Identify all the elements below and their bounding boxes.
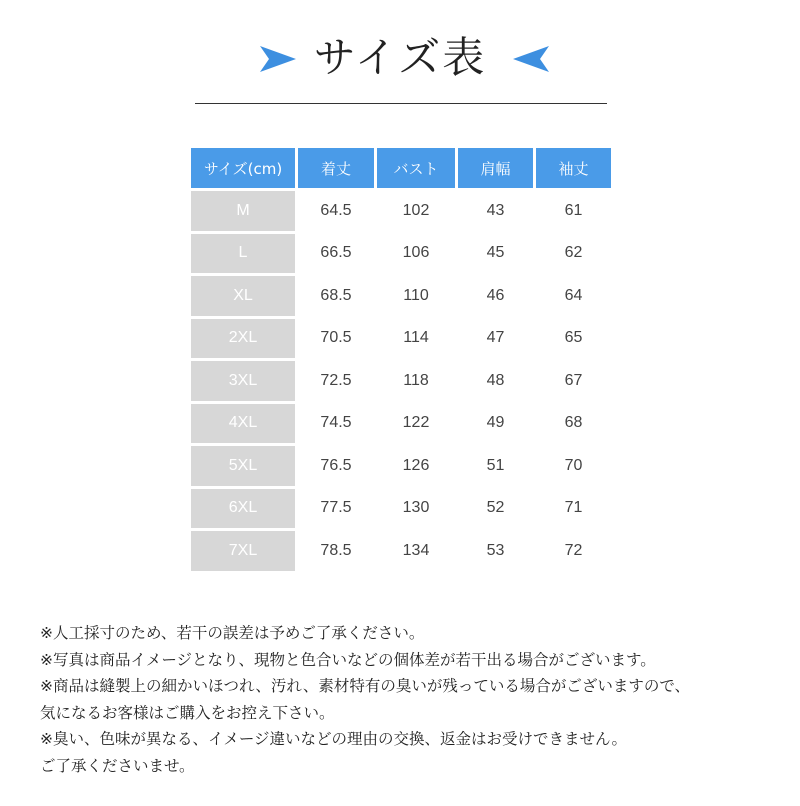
table-row	[191, 276, 611, 316]
size-cell: 5XL	[191, 446, 295, 486]
sleeve-cell: 68	[564, 414, 583, 432]
table-header-row	[191, 148, 611, 188]
sleeve-cell: 70	[564, 456, 583, 474]
sleeve-cell: 67	[564, 371, 583, 389]
length-cell: 68.5	[320, 286, 352, 304]
note-line: ※臭い、色味が異なる、イメージ違いなどの理由の交換、返金はお受けできません。	[40, 730, 627, 748]
length-cell: 70.5	[320, 329, 352, 347]
bust-cell: 114	[403, 329, 429, 347]
header-size: サイズ(cm)	[191, 148, 295, 188]
size-cell: 2XL	[191, 319, 295, 359]
shoulder-cell: 53	[486, 541, 505, 559]
shoulder-cell: 51	[486, 456, 505, 474]
sleeve-cell: 71	[564, 499, 583, 517]
header-shoulder: 肩幅	[458, 148, 533, 188]
shoulder-cell: 43	[486, 201, 505, 219]
table-row	[191, 361, 611, 401]
sleeve-cell: 64	[564, 286, 583, 304]
bust-cell: 110	[403, 286, 429, 304]
notes-section	[40, 620, 780, 779]
note-line: ※写真は商品イメージとなり、現物と色合いなどの個体差が若干出る場合がございます。	[40, 650, 656, 669]
table-row	[191, 531, 611, 571]
bust-cell: 130	[402, 499, 430, 517]
bust-cell: 102	[402, 201, 430, 219]
bust-cell: 134	[402, 541, 430, 559]
page-title: サイズ表	[313, 33, 487, 82]
bust-cell: 118	[403, 371, 429, 389]
sleeve-cell: 65	[564, 329, 583, 347]
shoulder-cell: 45	[486, 244, 505, 262]
header-sleeve: 袖丈	[536, 148, 611, 188]
bust-cell: 122	[402, 414, 430, 432]
bust-cell: 106	[402, 244, 430, 262]
note-line: ※人工採寸のため、若干の誤差は予めご了承ください。	[40, 624, 425, 642]
header-bust: バスト	[377, 148, 455, 188]
table-row	[191, 234, 611, 274]
shoulder-cell: 47	[486, 329, 505, 347]
table-row	[191, 319, 611, 359]
length-cell: 78.5	[320, 541, 352, 559]
length-cell: 66.5	[320, 244, 352, 262]
size-cell: 4XL	[191, 404, 295, 444]
shoulder-cell: 46	[486, 286, 505, 304]
size-cell: L	[191, 234, 295, 274]
size-cell: XL	[191, 276, 295, 316]
shoulder-cell: 48	[486, 371, 505, 389]
length-cell: 76.5	[320, 456, 352, 474]
bust-cell: 126	[402, 456, 430, 474]
title-area	[0, 30, 800, 90]
header-length: 着丈	[298, 148, 374, 188]
table-row	[191, 404, 611, 444]
chevron-right-icon	[258, 44, 298, 74]
size-table	[188, 145, 614, 574]
table-row	[191, 191, 611, 231]
shoulder-cell: 52	[486, 499, 505, 517]
sleeve-cell: 62	[564, 244, 583, 262]
sleeve-cell: 61	[564, 201, 583, 219]
note-line: ご了承くださいませ。	[40, 756, 195, 775]
size-cell: 7XL	[191, 531, 295, 571]
note-line: 気になるお客様はご購入をお控え下さい。	[40, 703, 335, 722]
size-cell: 6XL	[191, 489, 295, 529]
note-line: ※商品は縫製上の細かいほつれ、汚れ、素材特有の臭いが残っている場合がございますので、	[40, 677, 691, 695]
chevron-left-icon	[511, 44, 551, 74]
length-cell: 72.5	[320, 371, 352, 389]
table-row	[191, 446, 611, 486]
length-cell: 77.5	[320, 499, 352, 517]
length-cell: 74.5	[320, 414, 352, 432]
size-cell: M	[191, 191, 295, 231]
title-divider	[195, 103, 607, 104]
size-cell: 3XL	[191, 361, 295, 401]
table-row	[191, 489, 611, 529]
shoulder-cell: 49	[486, 414, 505, 432]
sleeve-cell: 72	[564, 541, 583, 559]
length-cell: 64.5	[320, 201, 352, 219]
